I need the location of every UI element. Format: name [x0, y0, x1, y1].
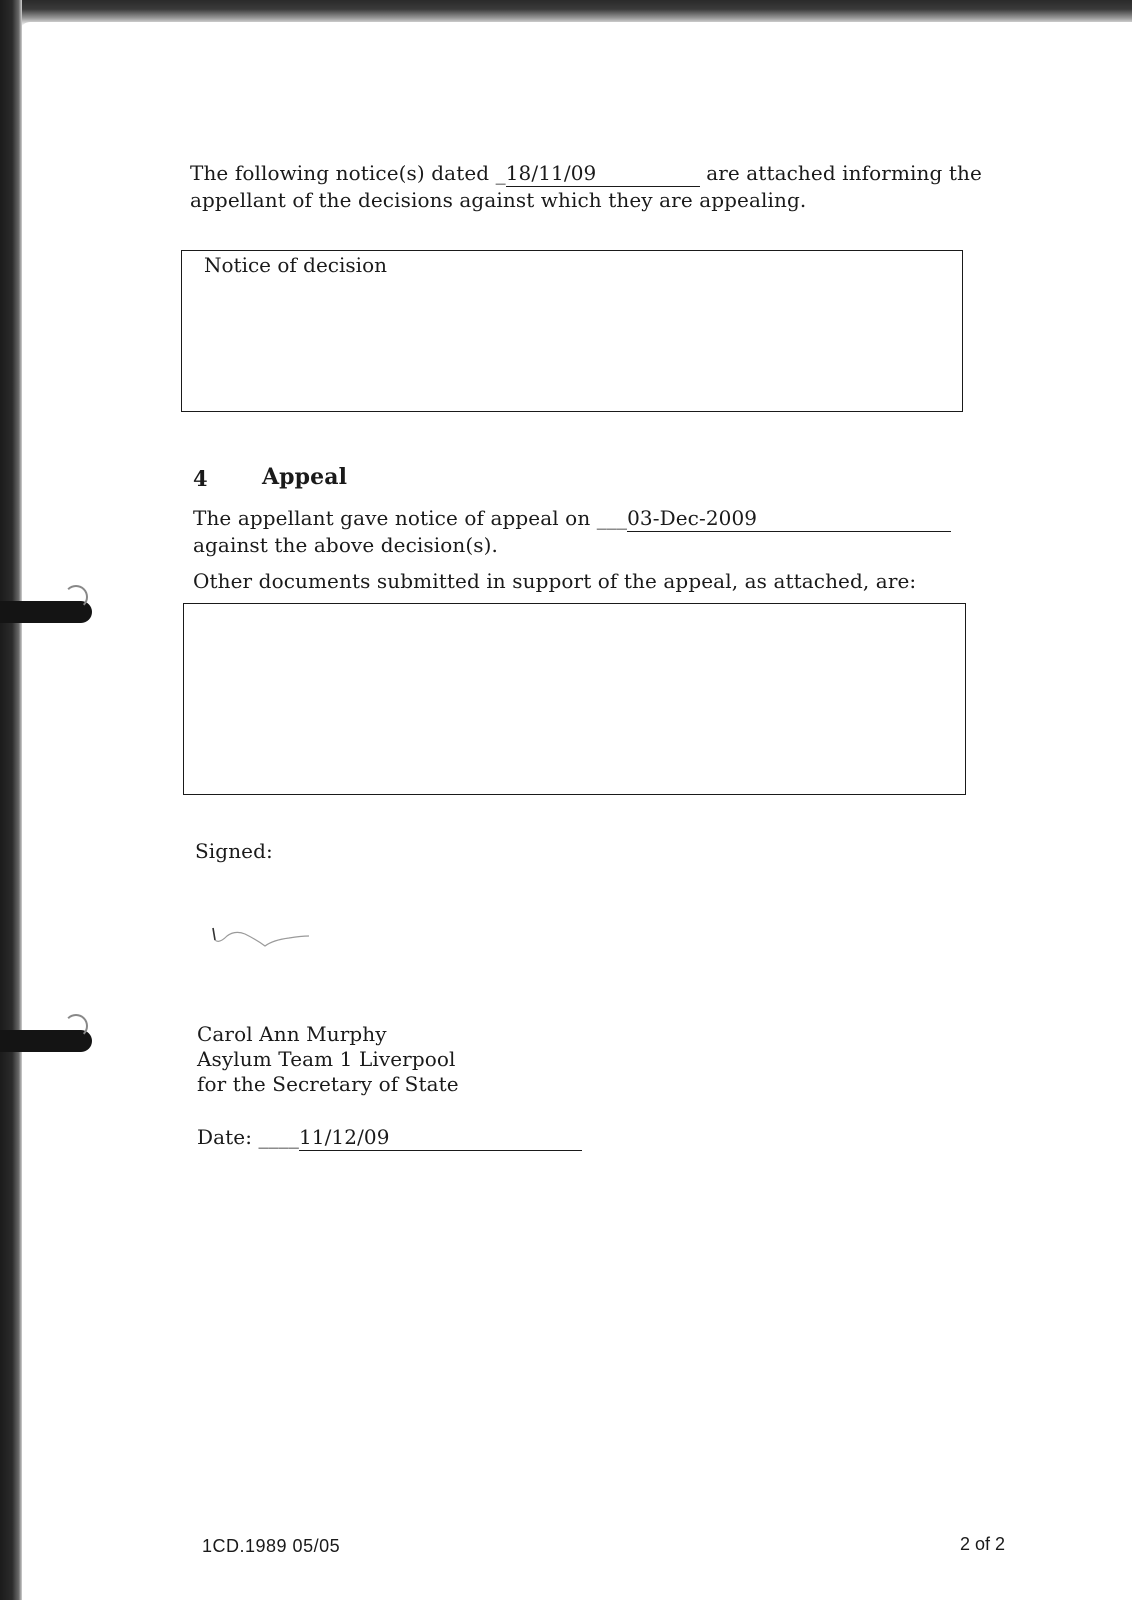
form-code: 1CD.1989 05/05 — [202, 1536, 341, 1556]
notice-box-label: Notice of decision — [204, 253, 387, 277]
signature-date-field: 11/12/09 — [299, 1124, 582, 1151]
notices-date-field: 18/11/09 — [506, 160, 700, 187]
handwritten-signature — [205, 924, 325, 954]
signatory-team: Asylum Team 1 Liverpool — [197, 1047, 456, 1071]
documents-paragraph: Other documents submitted in support of the appeal, as attached, are: — [193, 569, 917, 593]
scan-binder-edge — [0, 0, 22, 1600]
notices-paragraph: The following notice(s) dated _18/11/09 are attached informing the appellant of the decisions against which they are appealing. — [190, 161, 982, 212]
notice-of-decision-box — [181, 250, 963, 412]
section-title: Appeal — [262, 464, 348, 490]
signature-date-line: Date: ____11/12/09 — [197, 1124, 582, 1151]
signatory-on-behalf: for the Secretary of State — [197, 1072, 459, 1096]
signatory-name: Carol Ann Murphy — [197, 1022, 387, 1046]
appeal-paragraph: The appellant gave notice of appeal on ___03-Dec-2009 against the above decision(s). — [193, 505, 1003, 558]
supporting-documents-box — [183, 603, 966, 795]
binder-ring-upper — [0, 601, 92, 623]
appeal-date-field: 03-Dec-2009 — [627, 505, 951, 532]
signatory-block — [197, 1022, 459, 1097]
section-number: 4 — [193, 466, 208, 491]
signed-label: Signed: — [195, 839, 273, 863]
binder-ring-lower — [0, 1030, 92, 1052]
page-number: 2 of 2 — [960, 1534, 1006, 1554]
